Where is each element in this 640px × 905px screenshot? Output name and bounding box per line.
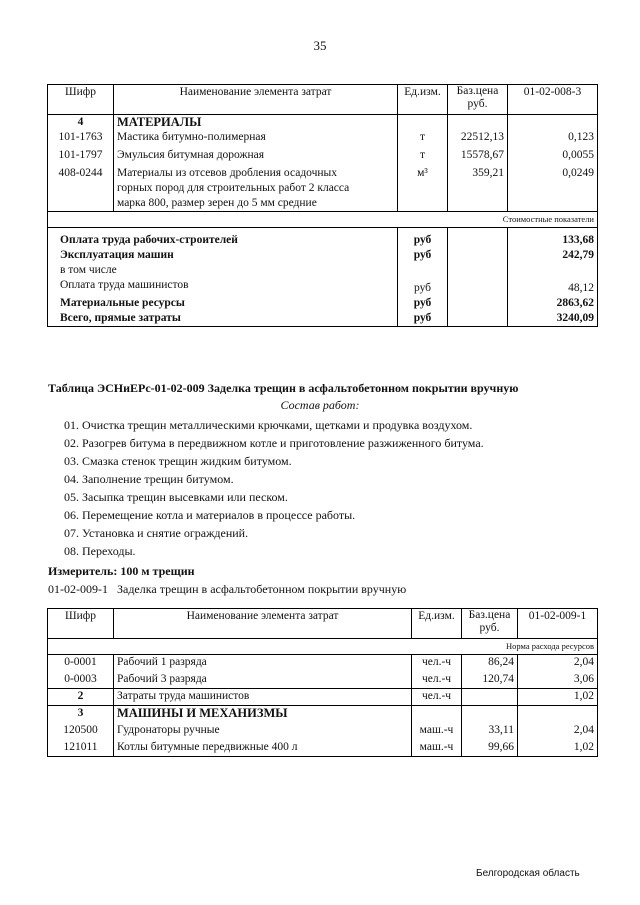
work-item: 01. Очистка трещин металлическими крючками, щетками и продувка воздухом. — [64, 418, 473, 432]
meter: Измеритель: 100 м трещин — [48, 564, 195, 578]
header-price: Баз.цена руб. — [448, 85, 508, 115]
header-unit: Ед.изм. — [412, 609, 462, 639]
work-item: 08. Переходы. — [64, 544, 136, 558]
subtitle: 01-02-009-1 Заделка трещин в асфальтобетонном покрытии вручную — [48, 582, 407, 596]
row-value: 2,04 — [518, 655, 598, 672]
row-code: 120500 — [48, 723, 114, 740]
table-title: Таблица ЭСНиЕРс-01-02-009 Заделка трещин в асфальтобетонном покрытии вручную — [48, 381, 519, 395]
total-unit: руб — [398, 311, 448, 327]
row-value: 0,0249 — [508, 166, 598, 212]
header-code: Шифр — [48, 609, 114, 639]
row-code: 408-0244 — [48, 166, 114, 212]
row-code: 2 — [48, 689, 114, 706]
row-unit: чел.-ч — [412, 672, 462, 689]
row-unit: маш.-ч — [412, 723, 462, 740]
row-price: 99,66 — [462, 740, 518, 757]
total-value: 48,12 — [508, 278, 598, 296]
total-value: 3240,09 — [508, 311, 598, 327]
total-unit: руб — [398, 278, 448, 296]
row-name: Мастика битумно-полимерная — [114, 130, 398, 148]
header-name: Наименование элемента затрат — [114, 609, 412, 639]
total-label: Эксплуатация машин — [48, 248, 398, 263]
header-norm: 01-02-009-1 — [518, 609, 598, 639]
total-value: 133,68 — [508, 233, 598, 248]
row-name: Рабочий 3 разряда — [114, 672, 412, 689]
row-unit: т — [398, 130, 448, 148]
total-label: Оплата труда рабочих-строителей — [48, 233, 398, 248]
row-price: 22512,13 — [448, 130, 508, 148]
row-value: 2,04 — [518, 723, 598, 740]
row-price: 86,24 — [462, 655, 518, 672]
row-name-line: горных пород для строительных работ 2 класса — [117, 182, 350, 194]
section-name: МАТЕРИАЛЫ — [114, 115, 398, 131]
row-price: 120,74 — [462, 672, 518, 689]
work-item: 03. Смазка стенок трещин жидким битумом. — [64, 454, 292, 468]
row-unit: маш.-ч — [412, 740, 462, 757]
header-norm: 01-02-008-3 — [508, 85, 598, 115]
total-label: Всего, прямые затраты — [48, 311, 398, 327]
composition-title: Состав работ: — [280, 398, 360, 412]
row-name-line: марка 800, размер зерен до 5 мм средние — [117, 197, 317, 209]
norm-caption: Норма расхода ресурсов — [462, 639, 598, 655]
row-unit: чел.-ч — [412, 655, 462, 672]
header-name: Наименование элемента затрат — [114, 85, 398, 115]
cost-caption: Стоимостные показатели — [448, 212, 598, 228]
header-unit: Ед.изм. — [398, 85, 448, 115]
row-price — [462, 689, 518, 706]
row-code: 121011 — [48, 740, 114, 757]
section-code: 4 — [48, 115, 114, 131]
row-unit: м³ — [398, 166, 448, 212]
total-label: Материальные ресурсы — [48, 296, 398, 311]
section-name: МАШИНЫ И МЕХАНИЗМЫ — [114, 706, 412, 723]
row-code: 0-0003 — [48, 672, 114, 689]
total-unit: руб — [398, 248, 448, 263]
resource-table-1 — [47, 84, 598, 327]
total-value: 2863,62 — [508, 296, 598, 311]
row-price: 33,11 — [462, 723, 518, 740]
section-code: 3 — [48, 706, 114, 723]
row-value: 1,02 — [518, 689, 598, 706]
row-value: 3,06 — [518, 672, 598, 689]
works-list — [64, 416, 484, 560]
row-name: Рабочий 1 разряда — [114, 655, 412, 672]
header-price: Баз.цена руб. — [462, 609, 518, 639]
work-item: 06. Перемещение котла и материалов в процессе работы. — [64, 508, 356, 522]
resource-table-2 — [47, 608, 598, 757]
work-item: 02. Разогрев битума в передвижном котле и приготовление разжиженного битума. — [64, 436, 484, 450]
row-name — [114, 166, 398, 212]
total-value: 242,79 — [508, 248, 598, 263]
footer-region: Белгородская область — [476, 868, 580, 879]
row-code: 101-1763 — [48, 130, 114, 148]
row-price: 15578,67 — [448, 148, 508, 166]
row-name: Эмульсия битумная дорожная — [114, 148, 398, 166]
row-value: 1,02 — [518, 740, 598, 757]
total-unit: руб — [398, 233, 448, 248]
row-unit: чел.-ч — [412, 689, 462, 706]
total-label: в том числе — [48, 263, 398, 278]
row-price: 359,21 — [448, 166, 508, 212]
header-code: Шифр — [48, 85, 114, 115]
row-value: 0,0055 — [508, 148, 598, 166]
row-unit: т — [398, 148, 448, 166]
row-name-line: Материалы из отсевов дробления осадочных — [117, 167, 338, 179]
total-label: Оплата труда машинистов — [48, 278, 398, 296]
work-item: 07. Установка и снятие ограждений. — [64, 526, 249, 540]
total-unit: руб — [398, 296, 448, 311]
row-name: Гудронаторы ручные — [114, 723, 412, 740]
row-name: Затраты труда машинистов — [114, 689, 412, 706]
row-value: 0,123 — [508, 130, 598, 148]
row-name: Котлы битумные передвижные 400 л — [114, 740, 412, 757]
work-item: 04. Заполнение трещин битумом. — [64, 472, 234, 486]
page-number: 35 — [313, 38, 327, 53]
row-code: 101-1797 — [48, 148, 114, 166]
row-code: 0-0001 — [48, 655, 114, 672]
work-item: 05. Засыпка трещин высевками или песком. — [64, 490, 288, 504]
